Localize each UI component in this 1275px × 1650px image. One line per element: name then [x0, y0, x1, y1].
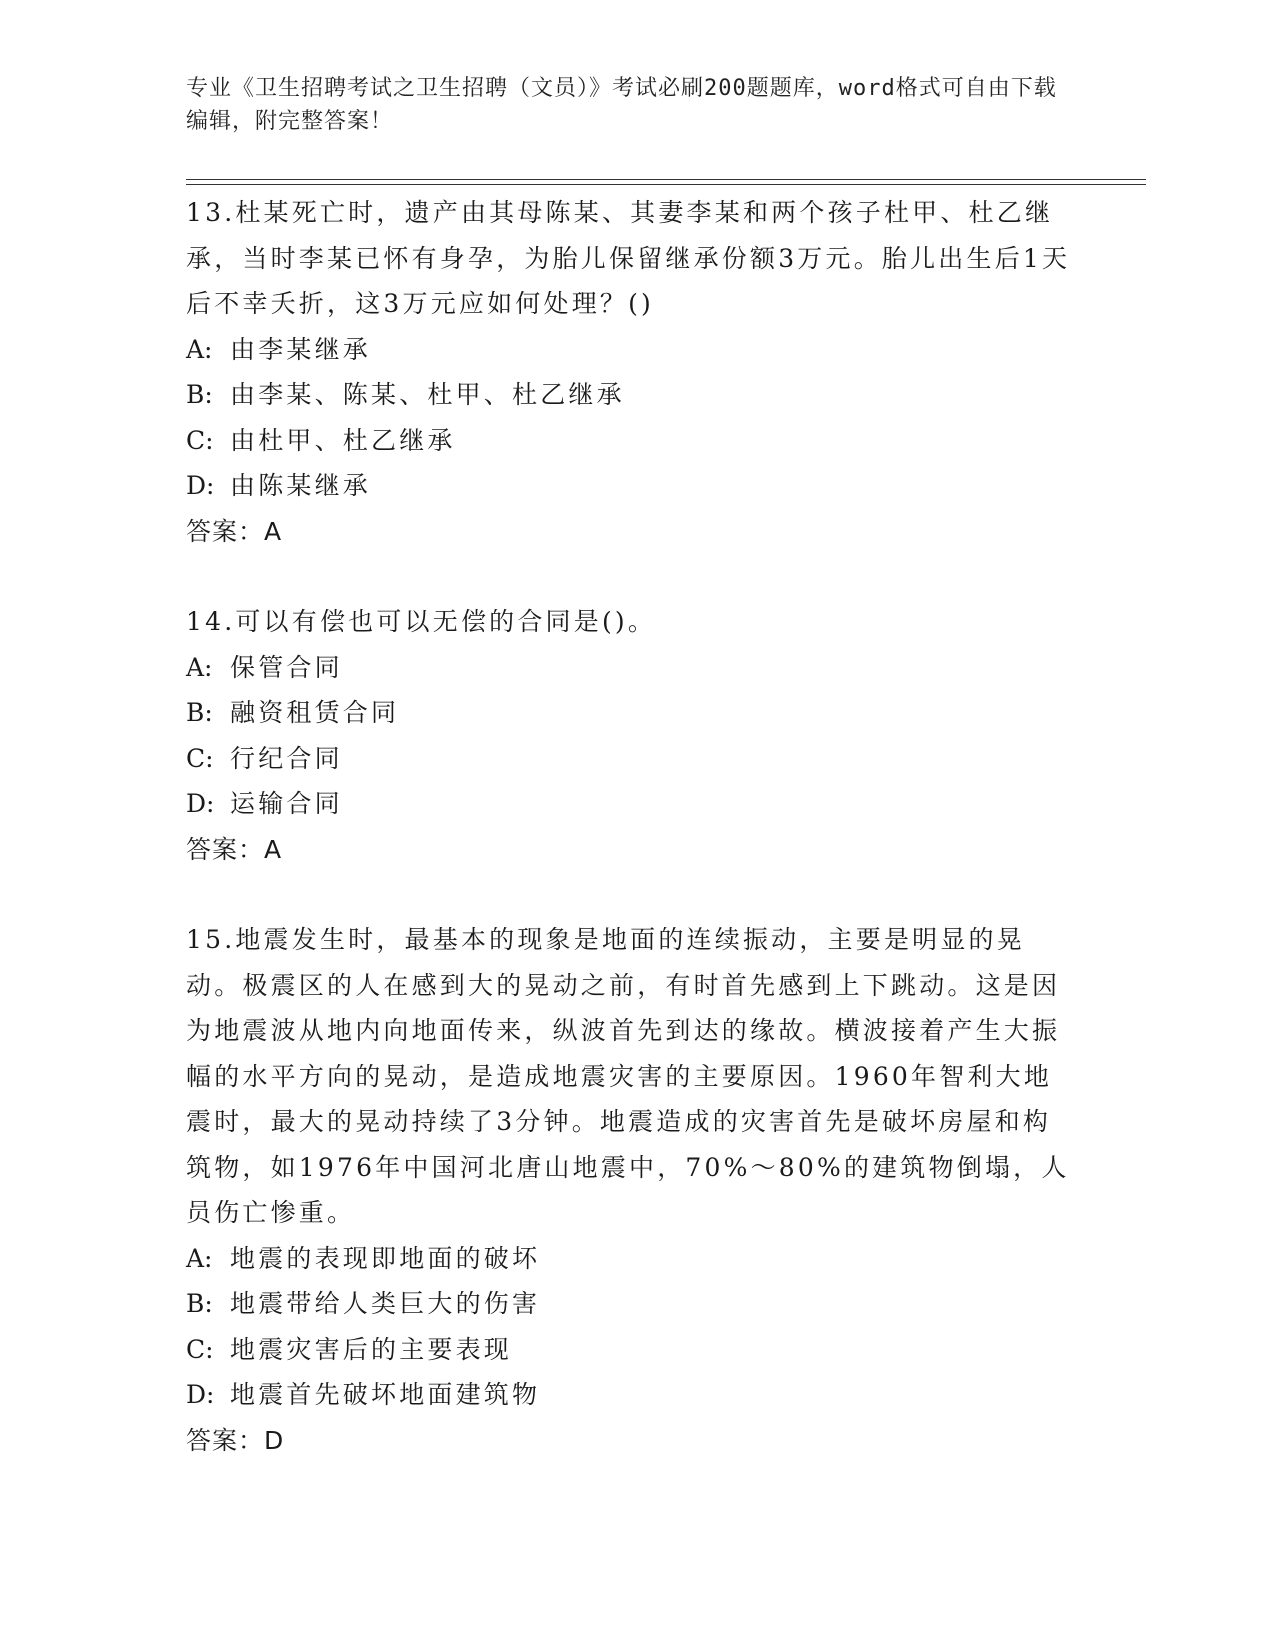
option-text: 由李某继承	[230, 334, 372, 364]
question-number: 14.	[186, 607, 236, 636]
option-d	[186, 1372, 1076, 1418]
option-letter: B:	[186, 1289, 213, 1318]
option-b	[186, 1281, 1076, 1327]
option-text: 运输合同	[230, 789, 343, 818]
option-letter: B:	[186, 698, 213, 727]
option-d	[186, 781, 1076, 827]
question-number: 13.	[186, 198, 236, 227]
option-c	[186, 1327, 1076, 1373]
document-header	[186, 72, 1066, 138]
option-a	[186, 1236, 1076, 1282]
option-letter: B:	[186, 380, 213, 409]
option-text: 由陈某继承	[230, 471, 372, 500]
option-c	[186, 418, 1076, 464]
option-letter: C:	[186, 743, 214, 773]
question-stem	[186, 917, 1076, 1236]
option-letter: D:	[186, 1380, 215, 1409]
option-text: 行纪合同	[230, 743, 343, 773]
question-text: 杜某死亡时，遗产由其母陈某、其妻李某和两个孩子杜甲、杜乙继承，当时李某已怀有身孕，为胎儿保留继承份额3万元。胎儿出生后1天后不幸夭折，这3万元应如何处理？()	[186, 198, 1071, 318]
answer-line: 答案：A	[186, 516, 283, 546]
option-text: 地震的表现即地面的破坏	[230, 1243, 541, 1273]
option-d	[186, 463, 1076, 509]
option-text: 融资租赁合同	[230, 698, 400, 727]
option-text: 地震带给人类巨大的伤害	[230, 1289, 541, 1318]
option-letter: C:	[186, 1334, 214, 1364]
option-letter: C:	[186, 425, 214, 455]
question-15	[186, 917, 1076, 1463]
answer-line: 答案：D	[186, 1425, 285, 1455]
question-14	[186, 599, 1076, 872]
question-spacer	[186, 872, 1076, 917]
option-c	[186, 736, 1076, 782]
option-text: 地震灾害后的主要表现	[230, 1334, 513, 1364]
question-text: 地震发生时，最基本的现象是地面的连续振动，主要是明显的晃动。极震区的人在感到大的晃动之前，有时首先感到上下跳动。这是因为地震波从地内向地面传来，纵波首先到达的缘故。横波接着产生大振幅的水平方向的晃动，是造成地震灾害的主要原因。1960年智利大地震时，最大的晃动持续了3分钟。地震造成的灾害首先是破坏房屋和构筑物，如1976年中国河北唐山地震中，70%～80%的建筑物倒塌，人员伤亡惨重。	[186, 925, 1070, 1227]
option-text: 地震首先破坏地面建筑物	[230, 1380, 541, 1409]
question-spacer	[186, 554, 1076, 599]
option-letter: D:	[186, 471, 215, 500]
option-text: 由李某、陈某、杜甲、杜乙继承	[230, 380, 625, 409]
option-text: 保管合同	[230, 652, 343, 682]
header-title: 专业《卫生招聘考试之卫生招聘（文员）》考试必刷200题题库，word格式可自由下载编辑，附完整答案！	[186, 76, 1057, 134]
option-a	[186, 327, 1076, 373]
question-list	[186, 190, 1076, 1463]
option-letter: A:	[186, 652, 213, 682]
answer-line: 答案：A	[186, 834, 283, 864]
option-letter: D:	[186, 789, 215, 818]
option-b	[186, 372, 1076, 418]
question-13	[186, 190, 1076, 554]
option-letter: A:	[186, 1243, 213, 1273]
question-number: 15.	[186, 925, 236, 954]
header-divider-bottom	[186, 184, 1146, 185]
option-text: 由杜甲、杜乙继承	[230, 425, 456, 455]
question-text: 可以有偿也可以无偿的合同是()。	[235, 607, 657, 636]
question-stem	[186, 599, 1076, 645]
header-divider-top	[186, 179, 1146, 180]
option-a	[186, 645, 1076, 691]
option-letter: A:	[186, 334, 213, 364]
question-stem	[186, 190, 1076, 327]
option-b	[186, 690, 1076, 736]
